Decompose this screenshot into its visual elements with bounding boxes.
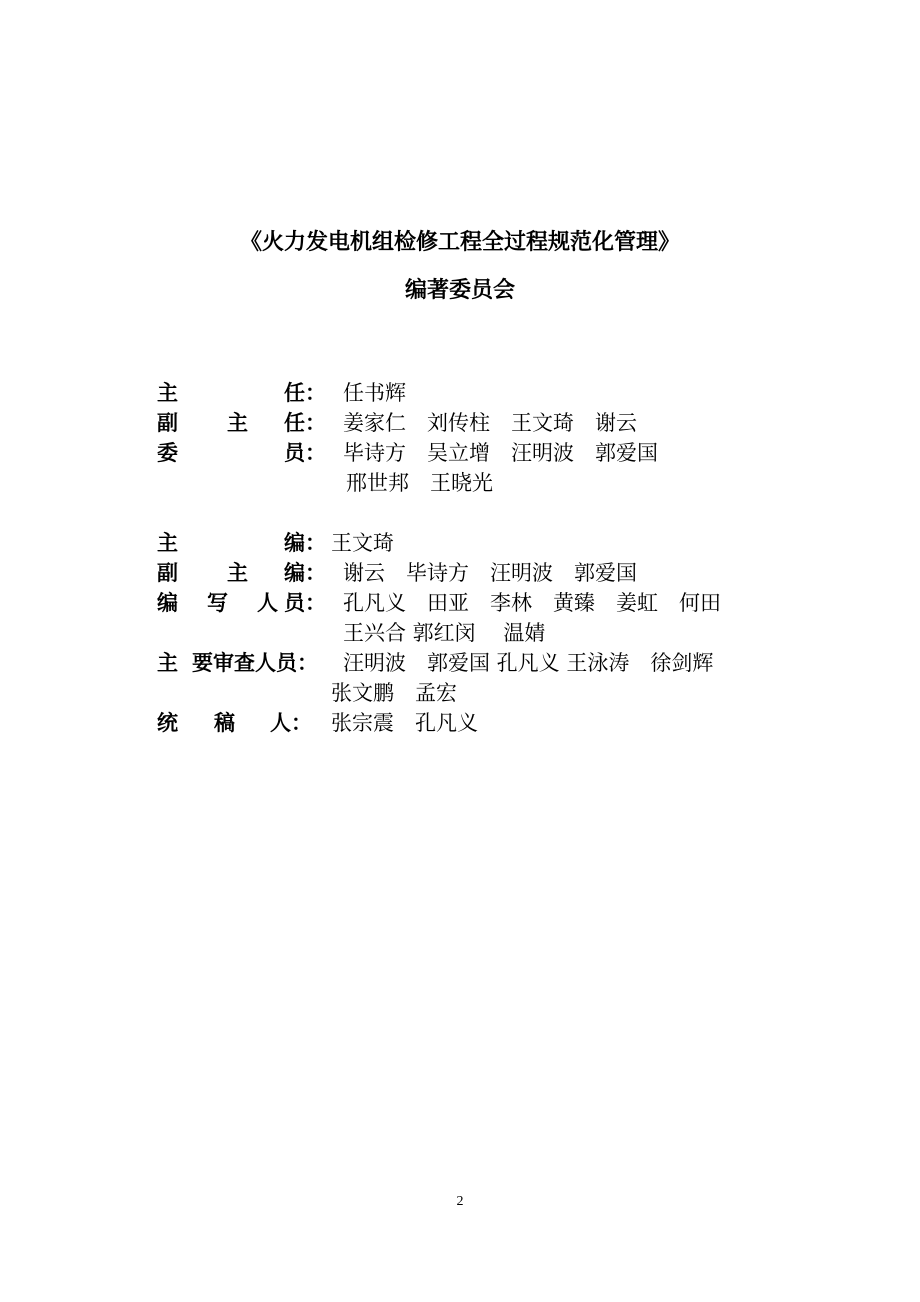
main-reviewers-row-continued xyxy=(0,678,920,708)
writers-label: 编 写 人 员： xyxy=(157,591,326,615)
members-row xyxy=(0,438,920,468)
members-names-line2: 邢世邦 王晓光 xyxy=(346,471,493,495)
members-names-line1: 毕诗方 吴立增 汪明波 郭爱国 xyxy=(343,441,658,465)
writers-names-line1: 孔凡义 田亚 李林 黄臻 姜虹 何田 xyxy=(343,591,721,615)
main-reviewers-names-line1: 汪明波 郭爱国 孔凡义 王泳涛 徐剑辉 xyxy=(343,651,714,675)
page-number: 2 xyxy=(456,1194,464,1209)
compiler-label: 统 稿 人： xyxy=(157,711,312,735)
chief-editor-row xyxy=(0,528,920,558)
deputy-director-label: 副 主 任： xyxy=(157,411,326,435)
deputy-chief-editor-names: 谢云 毕诗方 汪明波 郭爱国 xyxy=(343,561,637,585)
compiler-row xyxy=(0,708,920,738)
writers-names-line2: 王兴合 郭红闵 温婧 xyxy=(343,621,546,645)
members-label: 委 员： xyxy=(157,441,326,465)
compiler-names: 张宗震 孔凡义 xyxy=(331,711,478,735)
book-title: 《火力发电机组检修工程全过程规范化管理》 xyxy=(239,230,680,255)
members-row-continued xyxy=(0,468,920,498)
director-row xyxy=(0,378,920,408)
director-label: 主 任： xyxy=(157,381,326,405)
deputy-director-row xyxy=(0,408,920,438)
chief-editor-names: 王文琦 xyxy=(331,531,394,555)
chief-editor-label: 主 编： xyxy=(157,531,326,555)
main-reviewers-row xyxy=(0,648,920,678)
main-reviewers-label: 主 要审查人员： xyxy=(157,651,318,675)
director-names: 任书辉 xyxy=(343,381,406,405)
deputy-chief-editor-label: 副 主 编： xyxy=(157,561,326,585)
writers-row-continued xyxy=(0,618,920,648)
deputy-chief-editor-row xyxy=(0,558,920,588)
main-reviewers-names-line2: 张文鹏 孟宏 xyxy=(331,681,457,705)
writers-row xyxy=(0,588,920,618)
committee-heading: 编著委员会 xyxy=(404,278,515,303)
deputy-director-names: 姜家仁 刘传柱 王文琦 谢云 xyxy=(343,411,637,435)
